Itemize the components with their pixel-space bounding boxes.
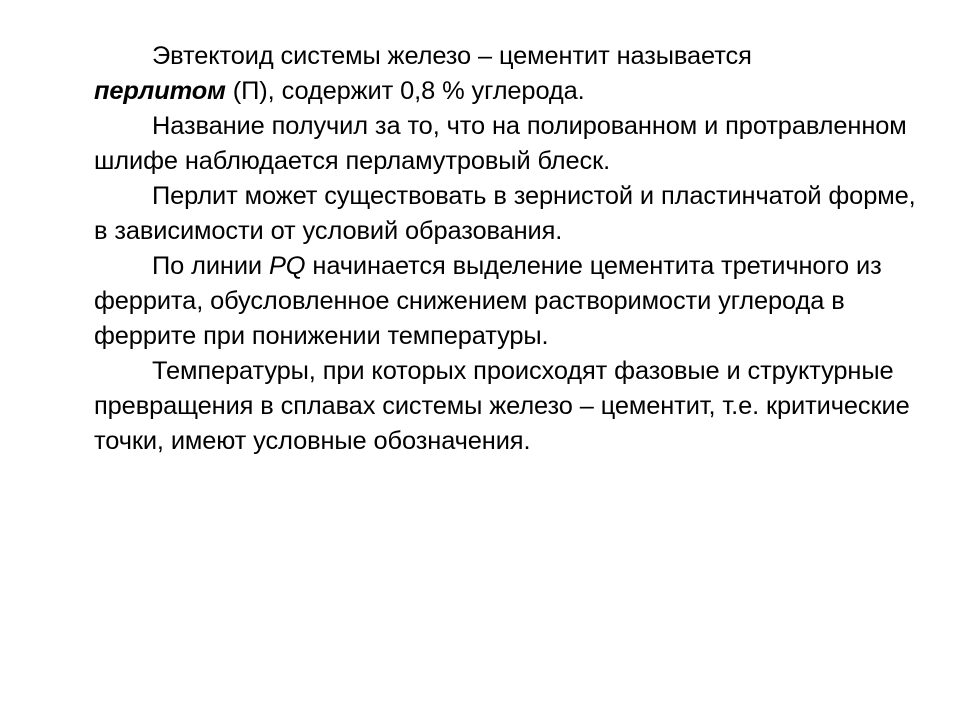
- text-body: [94, 39, 924, 459]
- paragraph-pq-line: [94, 249, 924, 354]
- paragraph-text: Эвтектоид системы железо – цементит называется: [152, 42, 752, 70]
- paragraph-text: начинается выделение цементита третичного из феррита, обусловленное снижением растворимости углерода в феррите при понижении температуры.: [94, 252, 882, 350]
- paragraph-text: Название получил за то, что на полированном и протравленном шлифе наблюдается перламутровый блеск.: [94, 112, 907, 175]
- paragraph-critical-points: [94, 354, 924, 459]
- paragraph-pearlite-forms: [94, 179, 924, 249]
- term-pearlite: перлитом: [94, 77, 226, 105]
- paragraph-text: (П), содержит 0,8 % углерода.: [225, 77, 585, 105]
- line-label-pq: PQ: [268, 252, 306, 280]
- paragraph-text: Температуры, при которых происходят фазовые и структурные превращения в сплавах системы железо – цементит, т.е. критические точки, имеют условные обозначения.: [94, 357, 910, 455]
- paragraph-pearlite-definition: [94, 39, 924, 109]
- paragraph-text: По линии: [152, 252, 269, 280]
- paragraph-text: Перлит может существовать в зернистой и пластинчатой форме, в зависимости от условий образования.: [94, 182, 916, 245]
- paragraph-name-origin: [94, 109, 924, 179]
